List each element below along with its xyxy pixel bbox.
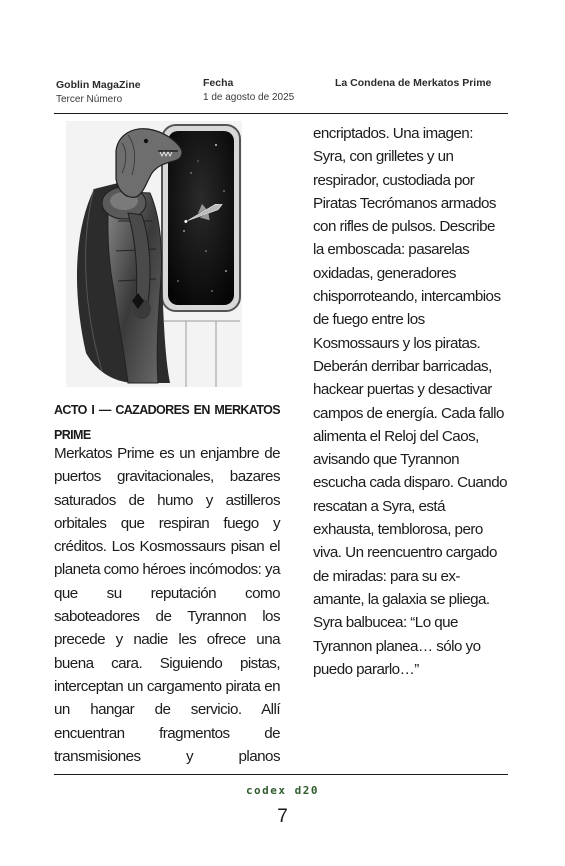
date-value: 1 de agosto de 2025: [203, 92, 295, 103]
article-left-column: Merkatos Prime es un enjambre de puertos gravitacionales, bazares saturados de humo y astilleros orbitales que respiran fuego y créditos. Los Kosmossaurs pisan el planeta como héroes incómodos: ya que su reputación como saboteadores de Tyrannon los precede y nadie les ofrece una buena cara. Siguiendo pistas, interceptan un cargamento pirata en un hangar de servicio. Allí encuentran fragmentos de transmisiones y planos: [54, 445, 280, 765]
date-label: Fecha: [203, 77, 234, 89]
footer-brand: codex d20: [245, 784, 320, 797]
footer-rule: [54, 774, 508, 775]
page-number: 7: [277, 806, 288, 827]
article-right-column: encriptados. Una imagen: Syra, con grilletes y un respirador, custodiada por Piratas Tecrómanos armados con rifles de pulsos. Describe la emboscada: pasarelas oxidadas, generadores chisporroteando, intercambios de fuego entre los Kosmossaurs y los piratas. Deberán derribar barricadas, hackear puertas y desactivar campos de energía. Cada fallo alimenta el Reloj del Caos, avisando que Tyrannon escucha cada disparo. Cuando rescatan a Syra, está exhausta, temblorosa, pero viva. Un reencuentro cargado de miradas: para su ex-amante, la galaxia se pliega. Syra balbucea: “Lo que Tyrannon planea… sólo yo puedo pararlo…”: [313, 125, 507, 678]
illustration: [66, 121, 242, 387]
act-title: ACTO I — CAZADORES EN MERKATOS PRIME: [54, 403, 280, 442]
article-title: La Condena de Merkatos Prime: [335, 77, 492, 89]
magazine-title: Goblin MagaZine: [56, 79, 141, 91]
issue-label: Tercer Número: [56, 94, 123, 105]
dinosaur-knight-illustration: [66, 121, 242, 387]
header-rule: [54, 113, 508, 114]
